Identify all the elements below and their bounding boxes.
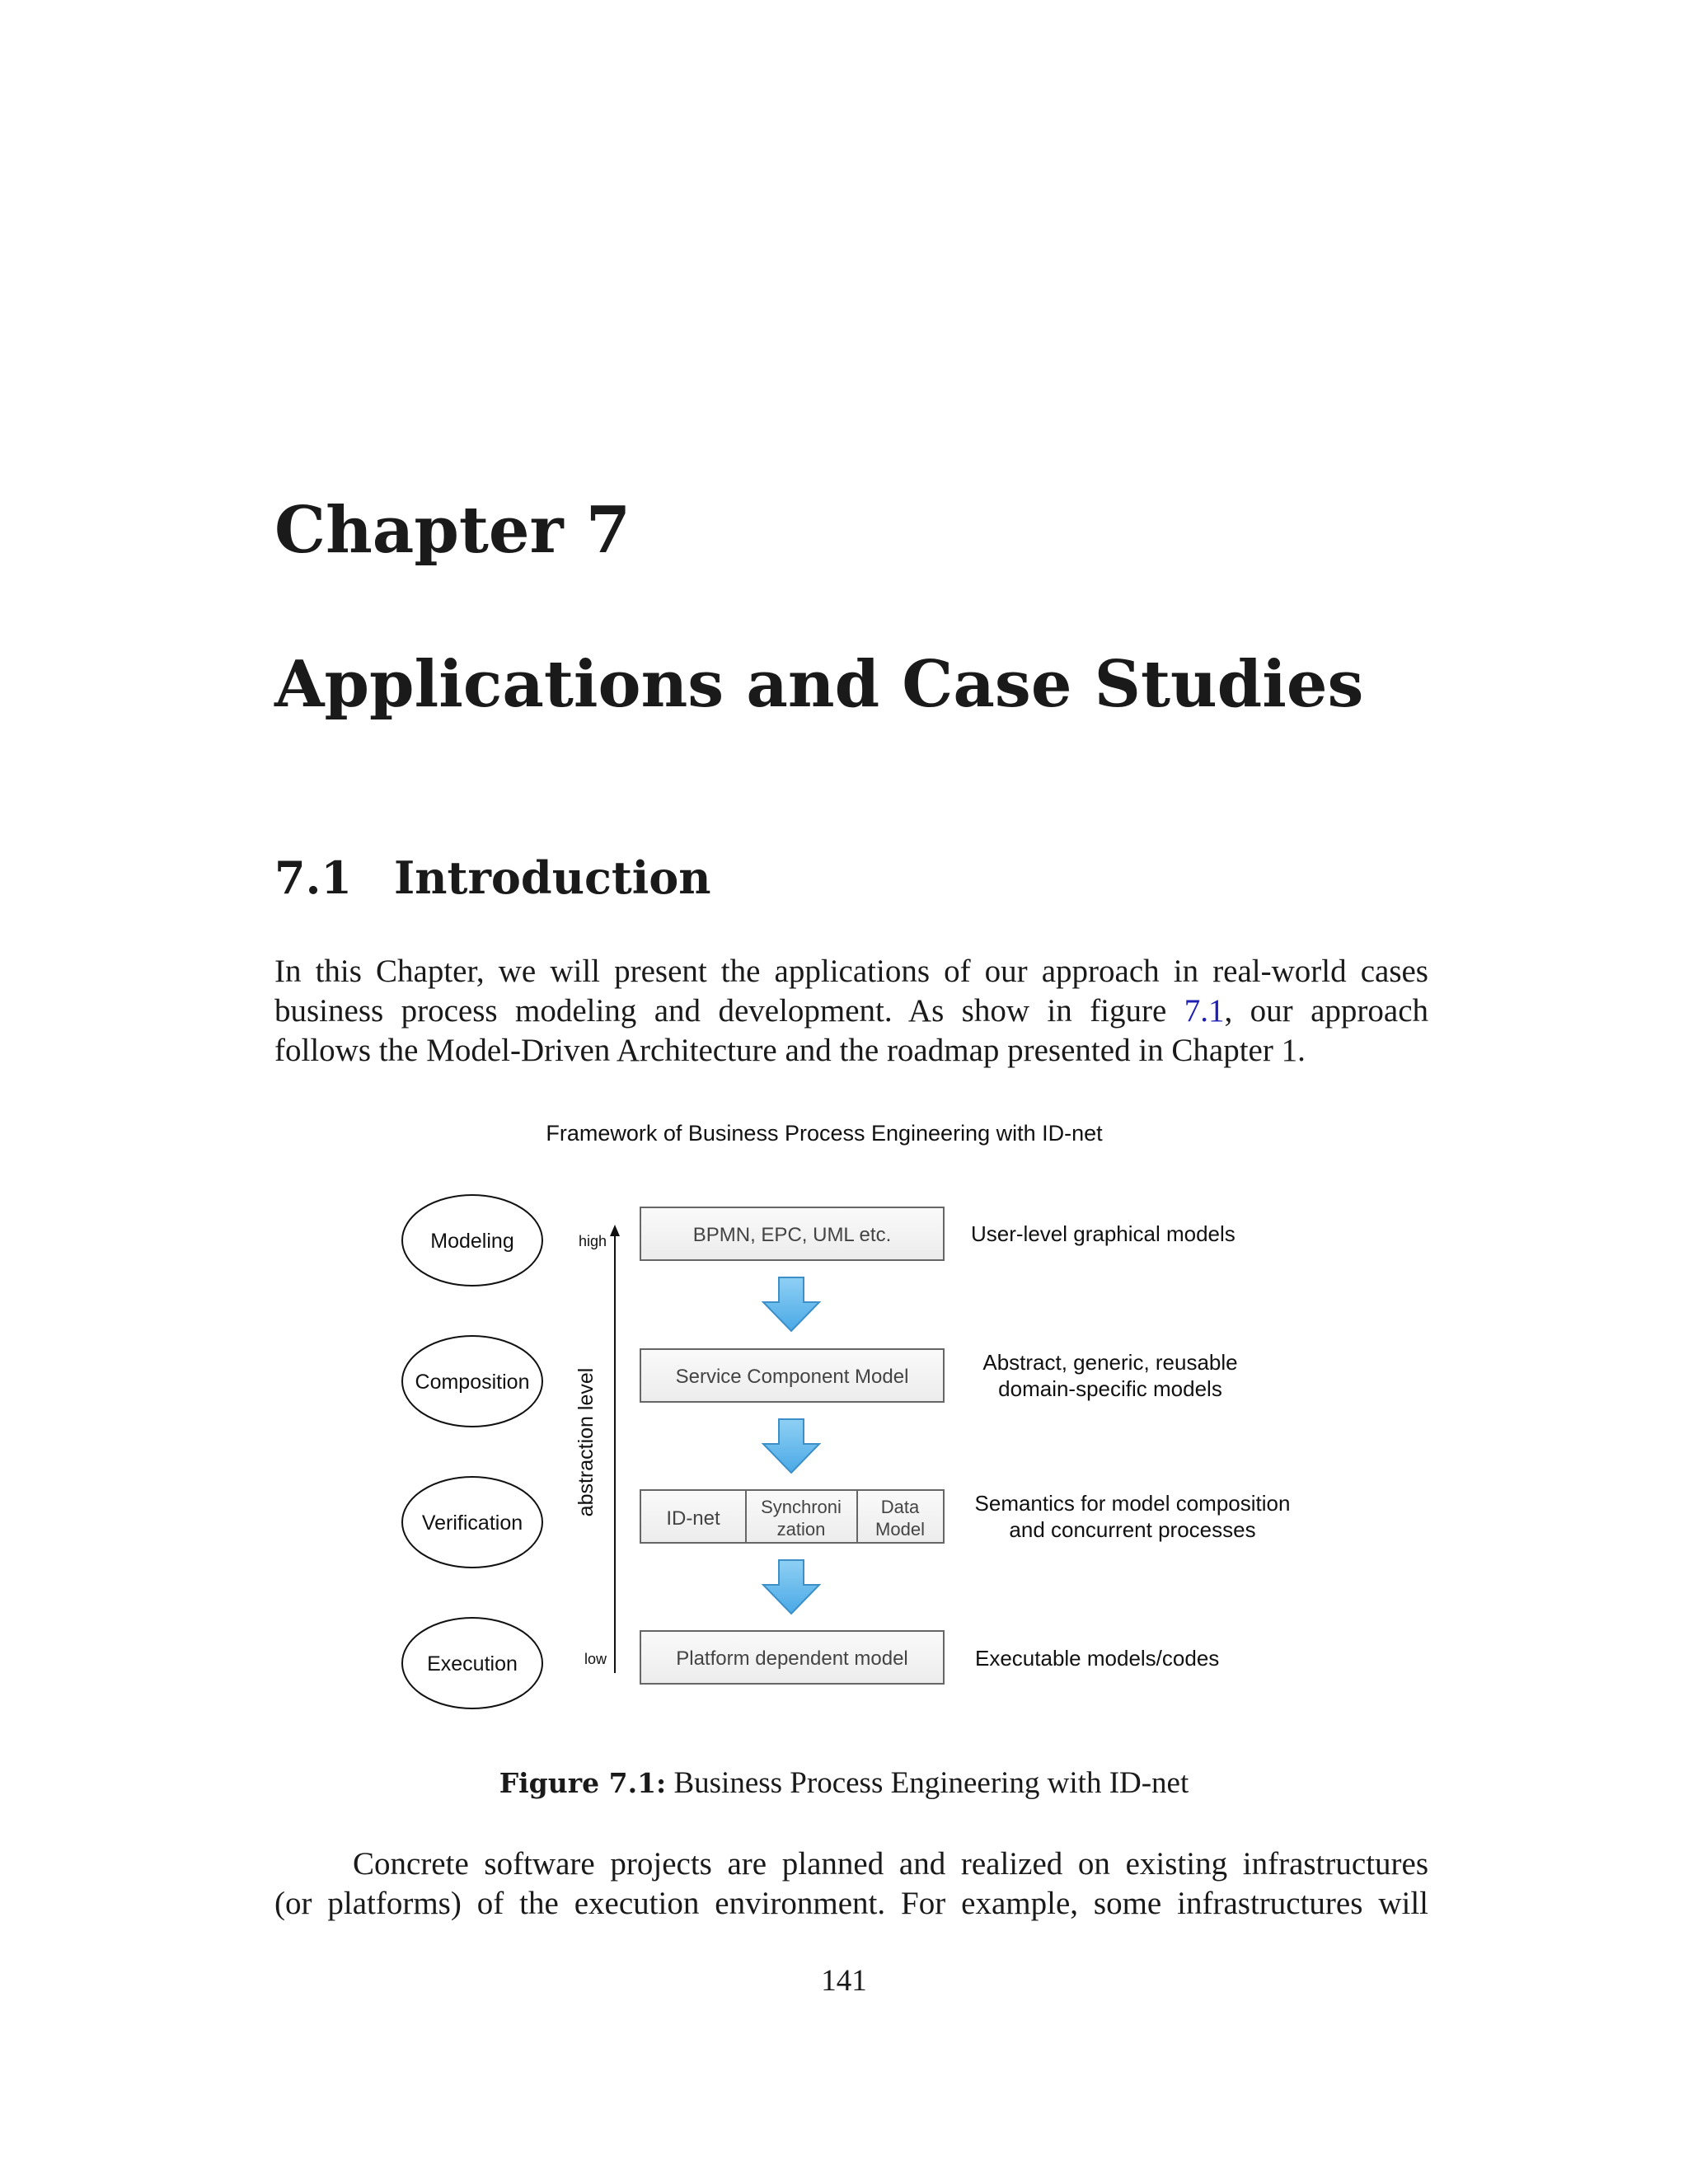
- box-top-models-label: BPMN, EPC, UML etc.: [692, 1224, 892, 1246]
- stage-verification: [402, 1477, 542, 1568]
- axis-arrowhead-icon: [610, 1225, 620, 1236]
- axis-low-label: low: [584, 1651, 607, 1667]
- figure-caption: [0, 1765, 1688, 1802]
- box-service-component: [640, 1349, 944, 1402]
- intro-line-2-tail: , our approach: [1224, 993, 1428, 1029]
- concrete-line-1: Concrete software projects are planned and realized on existing infrastructures: [353, 1846, 1428, 1882]
- stage-modeling: [402, 1195, 542, 1286]
- concrete-line-2: (or platforms) of the execution environment. For example, some infrastructures will: [274, 1886, 1428, 1921]
- stage-composition: [402, 1336, 542, 1427]
- box-sync-label-1: Synchroni: [761, 1497, 842, 1517]
- stage-composition-label: Composition: [415, 1371, 530, 1394]
- box-top-models: [640, 1207, 944, 1260]
- desc-execution: Executable models/codes: [975, 1646, 1220, 1671]
- stage-execution-label: Execution: [427, 1652, 518, 1675]
- desc-composition-1: Abstract, generic, reusable: [982, 1350, 1238, 1375]
- stage-verification-label: Verification: [421, 1511, 523, 1535]
- desc-verification-1: Semantics for model composition: [974, 1491, 1291, 1516]
- figure-caption-label: Figure 7.1:: [499, 1767, 667, 1799]
- section-number: 7.1: [274, 851, 352, 904]
- box-service-component-label: Service Component Model: [675, 1366, 909, 1388]
- arrow-down-icon: [763, 1419, 819, 1473]
- page-number: 141: [821, 1964, 867, 1998]
- axis-label: abstraction level: [574, 1367, 598, 1517]
- arrow-down-icon: [763, 1277, 819, 1331]
- abstraction-axis: [574, 1225, 620, 1673]
- diagram-title: Framework of Business Process Engineering with ID-net: [546, 1121, 1103, 1146]
- intro-line-3: follows the Model-Driven Architecture and the roadmap presented in Chapter 1.: [274, 1033, 1306, 1068]
- box-platform-label: Platform dependent model: [676, 1647, 908, 1670]
- axis-high-label: high: [578, 1233, 607, 1249]
- desc-composition-2: domain-specific models: [998, 1376, 1222, 1401]
- chapter-title: Applications and Case Studies: [274, 647, 1364, 722]
- box-platform-model: [640, 1631, 944, 1684]
- box-sync-label-2: zation: [776, 1519, 826, 1540]
- box-idnet-group: [640, 1490, 944, 1543]
- box-idnet-label: ID-net: [666, 1507, 720, 1530]
- desc-modeling: User-level graphical models: [971, 1221, 1236, 1246]
- section-title: Introduction: [394, 851, 711, 904]
- chapter-label: Chapter 7: [274, 493, 631, 568]
- intro-line-2-text: business process modeling and development. As show in figure: [274, 993, 1184, 1029]
- intro-line-1: In this Chapter, we will present the applications of our approach in real-world cases: [274, 954, 1428, 989]
- stage-execution: [402, 1618, 542, 1708]
- box-data-label-2: Model: [875, 1519, 925, 1540]
- stage-modeling-label: Modeling: [430, 1230, 514, 1253]
- arrow-down-icon: [763, 1560, 819, 1614]
- box-data-label-1: Data: [880, 1497, 920, 1517]
- concrete-paragraph: [274, 1844, 1428, 1924]
- figure-caption-text: Business Process Engineering with ID-net: [666, 1766, 1189, 1800]
- figure-reference-link[interactable]: 7.1: [1184, 993, 1225, 1029]
- desc-verification-2: and concurrent processes: [1009, 1517, 1256, 1542]
